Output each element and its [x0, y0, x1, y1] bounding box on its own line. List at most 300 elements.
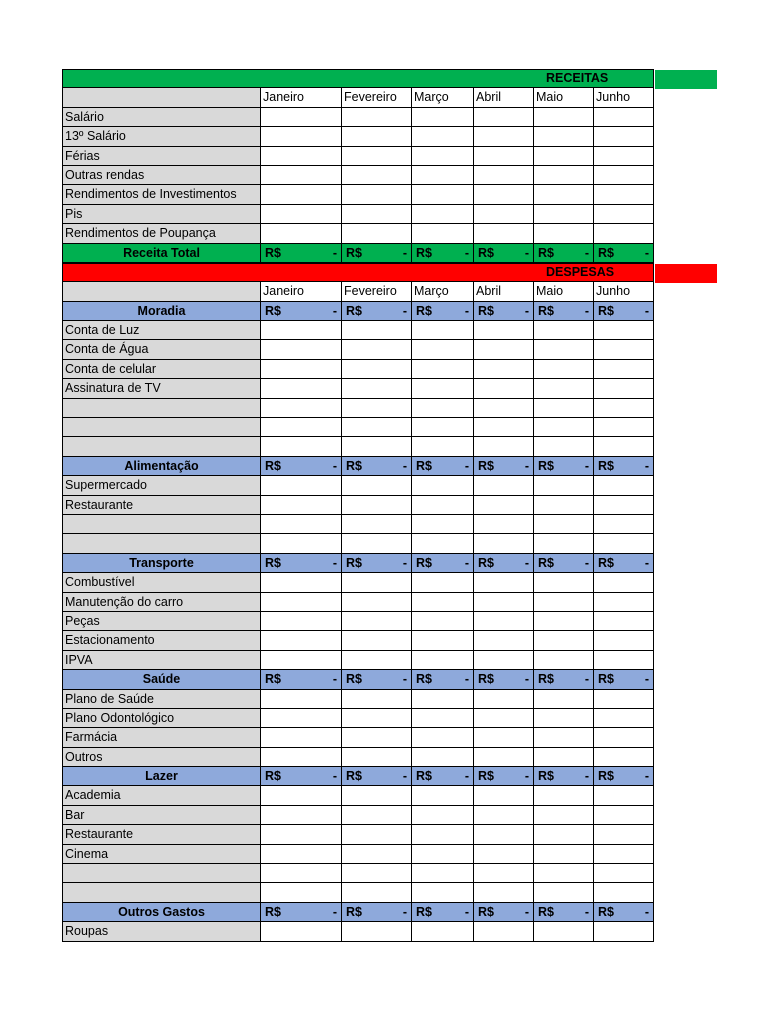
value-cell-month-2[interactable]	[342, 786, 412, 805]
value-cell-month-5[interactable]	[534, 166, 594, 185]
row-label-cell[interactable]: IPVA	[62, 651, 261, 670]
value-cell-month-2[interactable]	[342, 825, 412, 844]
month-header-3[interactable]: Março	[412, 282, 474, 301]
value-cell-month-1[interactable]	[261, 418, 342, 437]
income-total-row-month-6[interactable]	[594, 244, 654, 263]
category-row-2-month-2[interactable]	[342, 554, 412, 573]
category-row-3-month-3[interactable]	[412, 670, 474, 689]
value-cell-month-6[interactable]	[594, 224, 654, 243]
value-cell-month-2[interactable]	[342, 147, 412, 166]
value-cell-month-3[interactable]	[412, 166, 474, 185]
value-cell-month-4[interactable]	[474, 496, 534, 515]
value-cell-month-1[interactable]	[261, 108, 342, 127]
category-row-4-month-1[interactable]	[261, 767, 342, 786]
value-cell-month-2[interactable]	[342, 883, 412, 902]
row-label-cell[interactable]	[62, 418, 261, 437]
category-row-1-label[interactable]: Alimentação	[62, 457, 261, 476]
value-cell-month-6[interactable]	[594, 127, 654, 146]
value-cell-month-6[interactable]	[594, 534, 654, 553]
value-cell-month-5[interactable]	[534, 224, 594, 243]
value-cell-month-2[interactable]	[342, 573, 412, 592]
month-header-5[interactable]: Maio	[534, 282, 594, 301]
value-cell-month-6[interactable]	[594, 476, 654, 495]
value-cell-month-1[interactable]	[261, 224, 342, 243]
row-label-cell[interactable]: Farmácia	[62, 728, 261, 747]
category-row-3-month-4[interactable]	[474, 670, 534, 689]
value-cell-month-3[interactable]	[412, 534, 474, 553]
value-cell-month-5[interactable]	[534, 418, 594, 437]
value-cell-month-1[interactable]	[261, 748, 342, 767]
value-cell-month-5[interactable]	[534, 127, 594, 146]
value-cell-month-3[interactable]	[412, 806, 474, 825]
value-cell-month-6[interactable]	[594, 651, 654, 670]
category-row-4-month-2[interactable]	[342, 767, 412, 786]
value-cell-month-5[interactable]	[534, 108, 594, 127]
value-cell-month-4[interactable]	[474, 127, 534, 146]
month-header-5[interactable]: Maio	[534, 88, 594, 107]
value-cell-month-1[interactable]	[261, 631, 342, 650]
category-row-2-label[interactable]: Transporte	[62, 554, 261, 573]
value-cell-month-2[interactable]	[342, 651, 412, 670]
category-row-1-month-5[interactable]	[534, 457, 594, 476]
value-cell-month-4[interactable]	[474, 709, 534, 728]
value-cell-month-5[interactable]	[534, 496, 594, 515]
category-row-5-month-3[interactable]	[412, 903, 474, 922]
value-cell-month-2[interactable]	[342, 205, 412, 224]
value-cell-month-4[interactable]	[474, 612, 534, 631]
row-label-cell[interactable]	[62, 864, 261, 883]
value-cell-month-5[interactable]	[534, 612, 594, 631]
month-header-4[interactable]: Abril	[474, 282, 534, 301]
value-cell-month-2[interactable]	[342, 437, 412, 456]
value-cell-month-2[interactable]	[342, 127, 412, 146]
value-cell-month-2[interactable]	[342, 612, 412, 631]
value-cell-month-5[interactable]	[534, 399, 594, 418]
category-row-1-month-4[interactable]	[474, 457, 534, 476]
category-row-2-month-4[interactable]	[474, 554, 534, 573]
category-row-1-month-1[interactable]	[261, 457, 342, 476]
value-cell-month-5[interactable]	[534, 786, 594, 805]
value-cell-month-4[interactable]	[474, 399, 534, 418]
value-cell-month-5[interactable]	[534, 883, 594, 902]
value-cell-month-2[interactable]	[342, 922, 412, 941]
value-cell-month-6[interactable]	[594, 321, 654, 340]
value-cell-month-3[interactable]	[412, 845, 474, 864]
month-header-6[interactable]: Junho	[594, 282, 654, 301]
value-cell-month-6[interactable]	[594, 166, 654, 185]
value-cell-month-5[interactable]	[534, 205, 594, 224]
value-cell-month-4[interactable]	[474, 205, 534, 224]
value-cell-month-3[interactable]	[412, 922, 474, 941]
category-row-5-month-2[interactable]	[342, 903, 412, 922]
value-cell-month-3[interactable]	[412, 205, 474, 224]
category-row-0-month-1[interactable]	[261, 302, 342, 321]
category-row-0-month-2[interactable]	[342, 302, 412, 321]
value-cell-month-2[interactable]	[342, 631, 412, 650]
value-cell-month-4[interactable]	[474, 728, 534, 747]
value-cell-month-2[interactable]	[342, 399, 412, 418]
value-cell-month-3[interactable]	[412, 224, 474, 243]
value-cell-month-6[interactable]	[594, 515, 654, 534]
value-cell-month-2[interactable]	[342, 360, 412, 379]
value-cell-month-2[interactable]	[342, 728, 412, 747]
category-row-3-month-1[interactable]	[261, 670, 342, 689]
value-cell-month-1[interactable]	[261, 340, 342, 359]
value-cell-month-6[interactable]	[594, 593, 654, 612]
row-label-cell[interactable]: Roupas	[62, 922, 261, 941]
value-cell-month-3[interactable]	[412, 399, 474, 418]
row-label-cell[interactable]: Outros	[62, 748, 261, 767]
row-label-cell[interactable]: Combustível	[62, 573, 261, 592]
value-cell-month-6[interactable]	[594, 786, 654, 805]
value-cell-month-1[interactable]	[261, 709, 342, 728]
income-total-row-month-2[interactable]	[342, 244, 412, 263]
row-label-cell[interactable]: 13º Salário	[62, 127, 261, 146]
value-cell-month-3[interactable]	[412, 147, 474, 166]
value-cell-month-5[interactable]	[534, 437, 594, 456]
category-row-5-month-6[interactable]	[594, 903, 654, 922]
value-cell-month-6[interactable]	[594, 205, 654, 224]
value-cell-month-5[interactable]	[534, 360, 594, 379]
value-cell-month-1[interactable]	[261, 496, 342, 515]
category-row-2-month-5[interactable]	[534, 554, 594, 573]
month-header-2[interactable]: Fevereiro	[342, 282, 412, 301]
value-cell-month-1[interactable]	[261, 883, 342, 902]
row-label-cell[interactable]: Conta de Água	[62, 340, 261, 359]
value-cell-month-3[interactable]	[412, 728, 474, 747]
value-cell-month-1[interactable]	[261, 651, 342, 670]
value-cell-month-5[interactable]	[534, 534, 594, 553]
value-cell-month-2[interactable]	[342, 845, 412, 864]
value-cell-month-4[interactable]	[474, 806, 534, 825]
value-cell-month-4[interactable]	[474, 224, 534, 243]
value-cell-month-1[interactable]	[261, 612, 342, 631]
row-label-cell[interactable]: Peças	[62, 612, 261, 631]
value-cell-month-5[interactable]	[534, 631, 594, 650]
month-header-1[interactable]: Janeiro	[261, 282, 342, 301]
row-label-cell[interactable]: Rendimentos de Poupança	[62, 224, 261, 243]
value-cell-month-1[interactable]	[261, 321, 342, 340]
category-row-0-month-4[interactable]	[474, 302, 534, 321]
value-cell-month-3[interactable]	[412, 418, 474, 437]
income-total-row-month-1[interactable]	[261, 244, 342, 263]
row-label-cell[interactable]: Supermercado	[62, 476, 261, 495]
value-cell-month-5[interactable]	[534, 922, 594, 941]
row-label-cell[interactable]	[62, 515, 261, 534]
value-cell-month-1[interactable]	[261, 728, 342, 747]
value-cell-month-3[interactable]	[412, 631, 474, 650]
month-header-2[interactable]: Fevereiro	[342, 88, 412, 107]
value-cell-month-1[interactable]	[261, 534, 342, 553]
value-cell-month-4[interactable]	[474, 786, 534, 805]
value-cell-month-5[interactable]	[534, 748, 594, 767]
value-cell-month-1[interactable]	[261, 166, 342, 185]
value-cell-month-4[interactable]	[474, 651, 534, 670]
value-cell-month-2[interactable]	[342, 806, 412, 825]
value-cell-month-3[interactable]	[412, 515, 474, 534]
value-cell-month-2[interactable]	[342, 379, 412, 398]
value-cell-month-6[interactable]	[594, 845, 654, 864]
value-cell-month-6[interactable]	[594, 379, 654, 398]
value-cell-month-4[interactable]	[474, 340, 534, 359]
value-cell-month-1[interactable]	[261, 825, 342, 844]
value-cell-month-5[interactable]	[534, 593, 594, 612]
value-cell-month-6[interactable]	[594, 728, 654, 747]
value-cell-month-2[interactable]	[342, 709, 412, 728]
value-cell-month-2[interactable]	[342, 166, 412, 185]
value-cell-month-3[interactable]	[412, 127, 474, 146]
category-row-0-month-3[interactable]	[412, 302, 474, 321]
value-cell-month-1[interactable]	[261, 476, 342, 495]
category-row-5-month-4[interactable]	[474, 903, 534, 922]
category-row-2-month-3[interactable]	[412, 554, 474, 573]
value-cell-month-3[interactable]	[412, 748, 474, 767]
value-cell-month-6[interactable]	[594, 360, 654, 379]
value-cell-month-6[interactable]	[594, 748, 654, 767]
month-header-1[interactable]: Janeiro	[261, 88, 342, 107]
value-cell-month-5[interactable]	[534, 864, 594, 883]
value-cell-month-4[interactable]	[474, 379, 534, 398]
value-cell-month-2[interactable]	[342, 108, 412, 127]
row-label-cell[interactable]: Salário	[62, 108, 261, 127]
value-cell-month-3[interactable]	[412, 864, 474, 883]
row-label-cell[interactable]: Outras rendas	[62, 166, 261, 185]
value-cell-month-3[interactable]	[412, 476, 474, 495]
value-cell-month-6[interactable]	[594, 922, 654, 941]
row-label-cell[interactable]: Restaurante	[62, 496, 261, 515]
category-row-5-month-1[interactable]	[261, 903, 342, 922]
value-cell-month-2[interactable]	[342, 321, 412, 340]
income-total-row-label[interactable]: Receita Total	[62, 244, 261, 263]
value-cell-month-4[interactable]	[474, 825, 534, 844]
row-label-cell[interactable]: Manutenção do carro	[62, 593, 261, 612]
row-label-cell[interactable]: Estacionamento	[62, 631, 261, 650]
value-cell-month-2[interactable]	[342, 864, 412, 883]
value-cell-month-3[interactable]	[412, 651, 474, 670]
value-cell-month-3[interactable]	[412, 593, 474, 612]
value-cell-month-3[interactable]	[412, 573, 474, 592]
row-label-cell[interactable]: Conta de celular	[62, 360, 261, 379]
income-total-row-month-3[interactable]	[412, 244, 474, 263]
value-cell-month-4[interactable]	[474, 185, 534, 204]
value-cell-month-4[interactable]	[474, 748, 534, 767]
row-label-cell[interactable]	[62, 437, 261, 456]
value-cell-month-6[interactable]	[594, 573, 654, 592]
category-row-1-month-3[interactable]	[412, 457, 474, 476]
value-cell-month-5[interactable]	[534, 806, 594, 825]
value-cell-month-1[interactable]	[261, 379, 342, 398]
value-cell-month-4[interactable]	[474, 593, 534, 612]
value-cell-month-6[interactable]	[594, 108, 654, 127]
value-cell-month-4[interactable]	[474, 360, 534, 379]
value-cell-month-5[interactable]	[534, 147, 594, 166]
value-cell-month-1[interactable]	[261, 437, 342, 456]
value-cell-month-2[interactable]	[342, 418, 412, 437]
value-cell-month-5[interactable]	[534, 340, 594, 359]
value-cell-month-5[interactable]	[534, 709, 594, 728]
value-cell-month-6[interactable]	[594, 825, 654, 844]
row-label-cell[interactable]: Academia	[62, 786, 261, 805]
value-cell-month-3[interactable]	[412, 108, 474, 127]
category-row-4-month-5[interactable]	[534, 767, 594, 786]
value-cell-month-4[interactable]	[474, 476, 534, 495]
value-cell-month-4[interactable]	[474, 690, 534, 709]
value-cell-month-3[interactable]	[412, 379, 474, 398]
value-cell-month-1[interactable]	[261, 360, 342, 379]
value-cell-month-6[interactable]	[594, 185, 654, 204]
value-cell-month-1[interactable]	[261, 593, 342, 612]
value-cell-month-3[interactable]	[412, 883, 474, 902]
value-cell-month-1[interactable]	[261, 147, 342, 166]
income-total-row-month-5[interactable]	[534, 244, 594, 263]
row-label-cell[interactable]: Férias	[62, 147, 261, 166]
value-cell-month-5[interactable]	[534, 515, 594, 534]
value-cell-month-6[interactable]	[594, 864, 654, 883]
value-cell-month-3[interactable]	[412, 496, 474, 515]
category-row-4-month-4[interactable]	[474, 767, 534, 786]
value-cell-month-5[interactable]	[534, 185, 594, 204]
value-cell-month-5[interactable]	[534, 651, 594, 670]
value-cell-month-6[interactable]	[594, 806, 654, 825]
row-label-cell[interactable]: Plano de Saúde	[62, 690, 261, 709]
category-row-1-month-2[interactable]	[342, 457, 412, 476]
value-cell-month-4[interactable]	[474, 631, 534, 650]
row-label-cell[interactable]: Pis	[62, 205, 261, 224]
value-cell-month-1[interactable]	[261, 205, 342, 224]
value-cell-month-1[interactable]	[261, 573, 342, 592]
value-cell-month-4[interactable]	[474, 437, 534, 456]
value-cell-month-4[interactable]	[474, 845, 534, 864]
value-cell-month-3[interactable]	[412, 360, 474, 379]
category-row-3-month-2[interactable]	[342, 670, 412, 689]
category-row-0-label[interactable]: Moradia	[62, 302, 261, 321]
value-cell-month-4[interactable]	[474, 573, 534, 592]
value-cell-month-3[interactable]	[412, 690, 474, 709]
currency-symbol: R$	[598, 672, 614, 687]
value-cell-month-4[interactable]	[474, 515, 534, 534]
value-cell-month-5[interactable]	[534, 845, 594, 864]
value-cell-month-3[interactable]	[412, 185, 474, 204]
value-cell-month-2[interactable]	[342, 534, 412, 553]
value-cell-month-6[interactable]	[594, 709, 654, 728]
row-label-cell[interactable]: Cinema	[62, 845, 261, 864]
value-cell-month-3[interactable]	[412, 612, 474, 631]
value-cell-month-3[interactable]	[412, 786, 474, 805]
value-cell-month-1[interactable]	[261, 399, 342, 418]
value-cell-month-4[interactable]	[474, 166, 534, 185]
value-cell-month-3[interactable]	[412, 709, 474, 728]
value-cell-month-6[interactable]	[594, 883, 654, 902]
value-cell-month-3[interactable]	[412, 321, 474, 340]
value-cell-month-6[interactable]	[594, 496, 654, 515]
value-cell-month-6[interactable]	[594, 418, 654, 437]
category-row-5-month-5[interactable]	[534, 903, 594, 922]
category-row-4-label[interactable]: Lazer	[62, 767, 261, 786]
category-row-0-month-5[interactable]	[534, 302, 594, 321]
value-cell-month-6[interactable]	[594, 437, 654, 456]
value-cell-month-1[interactable]	[261, 786, 342, 805]
category-row-4-month-3[interactable]	[412, 767, 474, 786]
row-label-cell[interactable]: Plano Odontológico	[62, 709, 261, 728]
value-cell-month-6[interactable]	[594, 399, 654, 418]
month-header-4[interactable]: Abril	[474, 88, 534, 107]
category-row-0-month-6[interactable]	[594, 302, 654, 321]
value-cell-month-1[interactable]	[261, 515, 342, 534]
value-cell-month-2[interactable]	[342, 515, 412, 534]
month-header-3[interactable]: Março	[412, 88, 474, 107]
value-cell-month-1[interactable]	[261, 845, 342, 864]
category-row-3-month-6[interactable]	[594, 670, 654, 689]
value-cell-month-2[interactable]	[342, 690, 412, 709]
category-row-3-label[interactable]: Saúde	[62, 670, 261, 689]
value-cell-month-2[interactable]	[342, 224, 412, 243]
value-cell-month-6[interactable]	[594, 612, 654, 631]
row-label-cell[interactable]: Restaurante	[62, 825, 261, 844]
category-row-2-month-6[interactable]	[594, 554, 654, 573]
value-cell-month-6[interactable]	[594, 340, 654, 359]
value-cell-month-6[interactable]	[594, 147, 654, 166]
value-cell-month-3[interactable]	[412, 340, 474, 359]
value-cell-month-5[interactable]	[534, 476, 594, 495]
value-cell-month-1[interactable]	[261, 806, 342, 825]
row-label-cell[interactable]	[62, 399, 261, 418]
value-cell-month-2[interactable]	[342, 476, 412, 495]
month-header-6[interactable]: Junho	[594, 88, 654, 107]
value-cell-month-5[interactable]	[534, 825, 594, 844]
row-label-cell[interactable]: Rendimentos de Investimentos	[62, 185, 261, 204]
value-cell-month-4[interactable]	[474, 864, 534, 883]
value-cell-month-2[interactable]	[342, 748, 412, 767]
row-label-cell[interactable]	[62, 534, 261, 553]
value-cell-month-5[interactable]	[534, 728, 594, 747]
value-cell-month-2[interactable]	[342, 185, 412, 204]
category-row-3-month-5[interactable]	[534, 670, 594, 689]
value-cell-month-1[interactable]	[261, 185, 342, 204]
value-cell-month-4[interactable]	[474, 321, 534, 340]
value-cell-month-5[interactable]	[534, 379, 594, 398]
income-total-row-month-4[interactable]	[474, 244, 534, 263]
value-cell-month-5[interactable]	[534, 321, 594, 340]
value-cell-month-2[interactable]	[342, 340, 412, 359]
value-cell-month-1[interactable]	[261, 864, 342, 883]
value-cell-month-6[interactable]	[594, 631, 654, 650]
value-cell-month-3[interactable]	[412, 825, 474, 844]
category-row-4-month-6[interactable]	[594, 767, 654, 786]
row-label-cell[interactable]	[62, 883, 261, 902]
value-cell-month-6[interactable]	[594, 690, 654, 709]
row-label-cell[interactable]: Assinatura de TV	[62, 379, 261, 398]
value-cell-month-4[interactable]	[474, 534, 534, 553]
value-cell-month-4[interactable]	[474, 108, 534, 127]
value-cell-month-5[interactable]	[534, 690, 594, 709]
value-cell-month-4[interactable]	[474, 922, 534, 941]
value-cell-month-1[interactable]	[261, 922, 342, 941]
value-cell-month-4[interactable]	[474, 883, 534, 902]
row-label-cell[interactable]: Conta de Luz	[62, 321, 261, 340]
category-row-1-month-6[interactable]	[594, 457, 654, 476]
value-cell-month-4[interactable]	[474, 418, 534, 437]
category-row-2-month-1[interactable]	[261, 554, 342, 573]
value-cell-month-1[interactable]	[261, 690, 342, 709]
category-row-5-label[interactable]: Outros Gastos	[62, 903, 261, 922]
row-label-cell[interactable]: Bar	[62, 806, 261, 825]
value-cell-month-1[interactable]	[261, 127, 342, 146]
value-cell-month-5[interactable]	[534, 573, 594, 592]
value-cell-month-4[interactable]	[474, 147, 534, 166]
value-cell-month-3[interactable]	[412, 437, 474, 456]
value-cell-month-2[interactable]	[342, 593, 412, 612]
value-cell-month-2[interactable]	[342, 496, 412, 515]
